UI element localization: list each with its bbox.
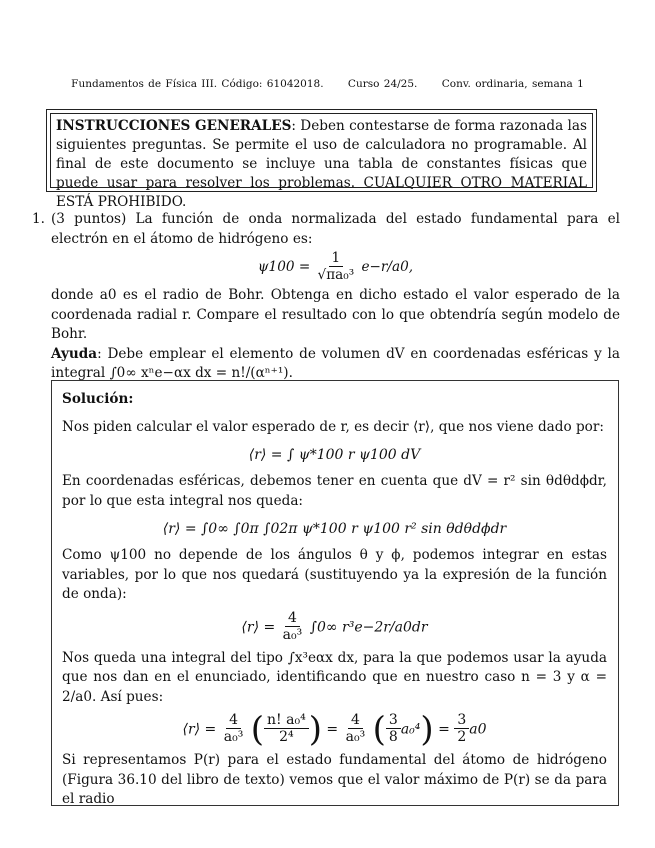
term-label: Curso 24/25. bbox=[347, 78, 418, 90]
course-label: Fundamentos de Física III. Código: 61042018. bbox=[71, 78, 324, 90]
question-intro: (3 puntos) La función de onda normalizada del estado fundamental para el electrón en el átomo de hidrógeno es: bbox=[51, 211, 620, 247]
paren-close-2: ) bbox=[420, 709, 434, 750]
eq3-rest: ∫0∞ r³e−2r/a0dr bbox=[309, 619, 428, 635]
eq4-frac2 bbox=[264, 713, 309, 746]
question-1 bbox=[32, 210, 620, 384]
paren-close-1: ) bbox=[308, 709, 322, 750]
solution-p4: Nos queda una integral del tipo ∫x³eαx dx, para la que podemos usar la ayuda que nos dan en el enunciado, identificando que en nuestro caso n = 3 y α = 2/a0. Así pues: bbox=[62, 649, 607, 705]
eq4-lhs: ⟨r⟩ = bbox=[182, 721, 217, 738]
instructions-inner bbox=[50, 113, 593, 210]
question-body bbox=[51, 210, 620, 384]
eq4-frac1 bbox=[221, 713, 247, 746]
eq4-f2d: 2⁴ bbox=[279, 729, 294, 745]
eq4-tail: a0 bbox=[469, 721, 487, 738]
solution-p5: Si representamos P(r) para el estado fundamental del átomo de hidrógeno (Figura 36.10 del libro de texto) vemos que el valor máximo de P(r) se da para el radio bbox=[62, 752, 607, 806]
eq4-equals-2: = bbox=[438, 721, 450, 738]
solution-eq4 bbox=[62, 709, 607, 750]
page-header bbox=[0, 78, 655, 90]
wf-fraction bbox=[315, 251, 358, 284]
paren-open-2: ( bbox=[372, 709, 386, 750]
eq4-f3d: a₀³ bbox=[345, 729, 366, 745]
eq4-equals-1: = bbox=[326, 721, 339, 738]
eq4-f2n: n! a₀⁴ bbox=[264, 713, 309, 729]
wf-numerator: 1 bbox=[329, 251, 344, 267]
eq4-frac3 bbox=[343, 713, 369, 746]
solution-p2: En coordenadas esféricas, debemos tener en cuenta que dV = r² sin θdθdϕdr, por lo que esta integral nos queda: bbox=[62, 473, 607, 509]
eq3-fraction bbox=[280, 611, 306, 644]
instructions-title: INSTRUCCIONES GENERALES bbox=[56, 118, 292, 134]
eq4-f5n: 3 bbox=[454, 713, 469, 729]
eq4-f4n: 3 bbox=[386, 713, 401, 729]
eq3-den: a₀³ bbox=[282, 626, 303, 643]
solution-p1: Nos piden calcular el valor esperado de r, es decir ⟨r⟩, que nos viene dado por: bbox=[62, 418, 604, 435]
solution-eq3 bbox=[62, 611, 607, 644]
paren-open-1: ( bbox=[250, 709, 265, 750]
hint-label: Ayuda bbox=[51, 345, 98, 362]
eq4-f3n: 4 bbox=[348, 713, 363, 729]
question-number: 1. bbox=[32, 211, 45, 227]
eq4-f4d: 8 bbox=[388, 729, 398, 745]
question-hint bbox=[51, 345, 620, 384]
solution-p3: Como ψ100 no depende de los ángulos θ y ϕ, podemos integrar en estas variables, por lo que nos quedará (sustituyendo ya la expresión de la función de onda): bbox=[62, 547, 607, 602]
eq4-f1d: a₀³ bbox=[223, 729, 244, 745]
eq4-f1n: 4 bbox=[226, 713, 241, 729]
hint-text: : Debe emplear el elemento de volumen dV en coordenadas esféricas y la integral ∫0∞ xⁿe−αx dx = n!/(αⁿ⁺¹). bbox=[51, 345, 620, 381]
eq4-frac4 bbox=[386, 713, 401, 746]
wf-exponential: e−r/a0 bbox=[361, 259, 409, 275]
instructions-box bbox=[46, 109, 597, 210]
session-label: Conv. ordinaria, semana 1 bbox=[441, 78, 584, 90]
wf-trail: , bbox=[408, 259, 414, 275]
wf-lhs: ψ100 = bbox=[257, 259, 311, 275]
eq4-frac5 bbox=[454, 713, 469, 746]
eq3-lhs: ⟨r⟩ = bbox=[241, 619, 276, 635]
solution-box bbox=[51, 380, 619, 806]
solution-title: Solución: bbox=[62, 391, 134, 407]
wf-denominator: √πa₀³ bbox=[317, 267, 355, 283]
instructions-text: : Deben contestarse de forma razonada las siguientes preguntas. Se permite el uso de calculadora no programable. Al final de este documento se incluye una tabla de constantes físicas que puede usar para resolver los problemas. CUALQUIER OTRO MATERIAL ESTÁ PROHIBIDO. bbox=[56, 118, 587, 210]
eq4-a04: a₀⁴ bbox=[400, 721, 421, 738]
wave-function-equation bbox=[51, 251, 620, 284]
solution-eq2: ⟨r⟩ = ∫0∞ ∫0π ∫02π ψ*100 r ψ100 r² sin θdθdϕdr bbox=[162, 521, 507, 537]
question-statement: donde a0 es el radio de Bohr. Obtenga en dicho estado el valor esperado de la coordenada radial r. Compare el resultado con lo que obtendría según modelo de Bohr. bbox=[51, 287, 620, 342]
eq4-f5d: 2 bbox=[457, 729, 467, 745]
eq3-num: 4 bbox=[285, 611, 300, 627]
solution-eq1: ⟨r⟩ = ∫ ψ*100 r ψ100 dV bbox=[248, 447, 421, 463]
